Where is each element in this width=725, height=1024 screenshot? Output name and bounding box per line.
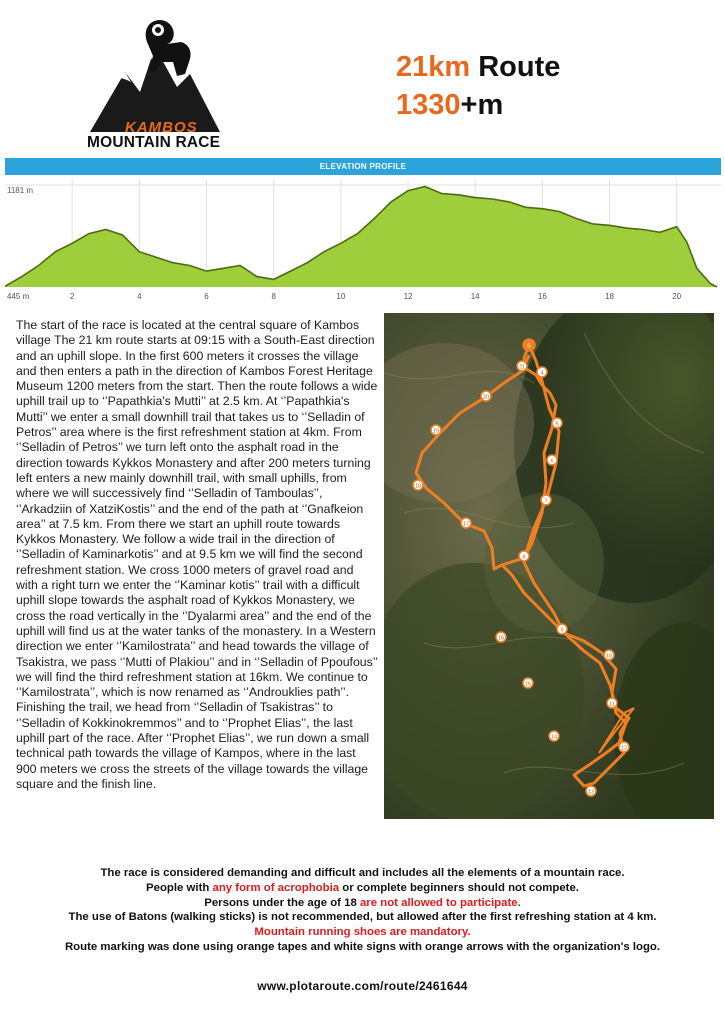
route-marker-label: 14 [550, 734, 558, 741]
route-map-image [384, 313, 714, 819]
x-tick-label: 20 [672, 292, 682, 301]
route-marker-label: 17 [462, 521, 470, 528]
route-marker-label: 9 [560, 627, 564, 634]
note-age-pre: Persons under the age of 18 [204, 896, 360, 909]
elevation-value: 1330 [396, 89, 461, 121]
logo-race-text: MOUNTAIN RACE [87, 134, 221, 151]
note-demanding: The race is considered demanding and difficult and includes all the elements of a mountain race. [100, 867, 625, 879]
route-marker-label: 10 [605, 653, 613, 660]
route-marker-label: 18 [414, 483, 422, 490]
elevation-area [5, 187, 717, 288]
note-acrophobia-pre: People with [146, 881, 213, 894]
route-marker-label: 11 [609, 701, 615, 708]
x-tick-label: 10 [336, 292, 346, 301]
elevation-title: ELEVATION PROFILE [5, 158, 721, 175]
elevation-profile [5, 158, 721, 303]
route-marker-label: 6 [550, 458, 554, 465]
route-url-link[interactable]: www.plotaroute.com/route/2461644 [257, 979, 468, 993]
route-headline [396, 48, 560, 124]
route-description: The start of the race is located at the central square of Kambos village The 21 km route starts at 09:15 with a South-East direction and an uphill slope. In the first 600 meters it crosses the village and then enters a path in the direction of Kambos Forest Heritage Museum 1200 meters from the start. Then the route follows a wide uphill trail up to ‘’Papathkia's Mutti’’ at 2.5 km. At ‘’Papathkia's Mutti’’ we enter a small downhill trail that takes us to ‘’Selladin of Petros’’ area where is the first refreshment station at 4km. From ‘’Selladin of Petros’’ we turn left onto the asphalt road in the direction towards Kykkos Monastery and after 200 meters turning left enters a new mainly downhill trail, with small uphills, from where we will successively find ‘’Selladin of Tamboulas’’, ‘’Arkadziin of XatziKostis’’ and the end of the path at ‘’Gnafkeion area’’ at 7.5 km. From there we start an uphill route towards Kykkos Monastery. We follow a wide trail in the direction of ‘’Selladin of Kaminarkotis’’ and at 9.5 km we will find the second refreshment station. We cross 1000 meters of gravel road and with a right turn we enter the ‘’Kaminar kotis’’ trail with a difficult uphill slope towards the asphalt road of Kykkos Monastery, we cross the road vertically in the ‘’Dyalarmi area’’ and the end of the uphill will find us at the water tanks of the monastery. In a Western direction we enter ‘’Kamilostrata’’ and head towards the village of Tsakistra, we pass ‘’Mutti of Plakiou’’ and in ‘’Selladin of Ppoufous’’ we will find the third refreshment station at 16km. We continue to ‘’Kamilostrata’’, which is now renamed as ‘’Androuklies path’’. Finishing the trail, we head from ‘’Selladin of Tsakistras’’ to ‘’Selladin of Kokkinokremmos’’ and to ‘’Prophet Elias’’, the last uphill part of the race. After ‘’Prophet Elias’’, we run down a small technical path towards the village of Kampos, where in the last 900 meters we cross the streets of the village towards the village square and the finish line. [16, 318, 378, 791]
note-batons: The use of Batons (walking sticks) is not recommended, but allowed after the first refreshing station at 4 km. [68, 911, 657, 924]
route-marker-label: 16 [497, 635, 505, 642]
x-tick-label: 6 [204, 292, 209, 301]
x-tick-label: 2 [69, 292, 75, 301]
logo-kambos-text: KAMBOS [125, 119, 198, 136]
route-marker-label: 7 [544, 498, 548, 505]
route-marker-label: 4 [540, 370, 544, 377]
x-tick-label: 4 [137, 292, 142, 301]
note-acrophobia-post: or complete beginners should not compete. [339, 881, 579, 894]
x-tick-label: 8 [271, 292, 276, 301]
distance-value: 21km [396, 51, 471, 83]
route-marker-label: 12 [620, 745, 628, 752]
distance-line [396, 48, 560, 86]
distance-label: Route [470, 51, 561, 83]
note-shoes: Mountain running shoes are mandatory. [254, 926, 471, 939]
note-age-warning: are not allowed to participate. [359, 896, 521, 909]
elevation-chart [5, 175, 721, 303]
route-map [384, 313, 714, 819]
route-marker-label: 21 [518, 364, 526, 371]
route-marker-label: 13 [587, 789, 595, 796]
note-age [0, 896, 725, 911]
min-elevation-label: 445 m [7, 292, 30, 301]
route-marker-label: S [527, 343, 531, 350]
route-marker-label: 5 [555, 421, 559, 428]
elevation-line [396, 86, 560, 124]
max-elevation-label: 1181 m [7, 186, 34, 195]
x-tick-label: 14 [470, 292, 480, 301]
route-marker-label: 8 [522, 554, 526, 561]
note-acrophobia-warning: any form of acrophobia [212, 881, 340, 894]
race-notes [0, 866, 725, 955]
elevation-label: +m [460, 89, 504, 121]
x-tick-label: 18 [605, 292, 614, 301]
route-marker-label: 19 [432, 428, 440, 435]
kambos-logo [85, 12, 225, 152]
x-tick-label: 12 [403, 292, 413, 301]
note-marking: Route marking was done using orange tapes and white signs with orange arrows with the organization's logo. [64, 940, 661, 953]
note-acrophobia [0, 881, 725, 896]
x-tick-label: 16 [537, 292, 547, 301]
route-marker-label: 20 [482, 394, 490, 401]
route-marker-label: 15 [524, 681, 532, 688]
